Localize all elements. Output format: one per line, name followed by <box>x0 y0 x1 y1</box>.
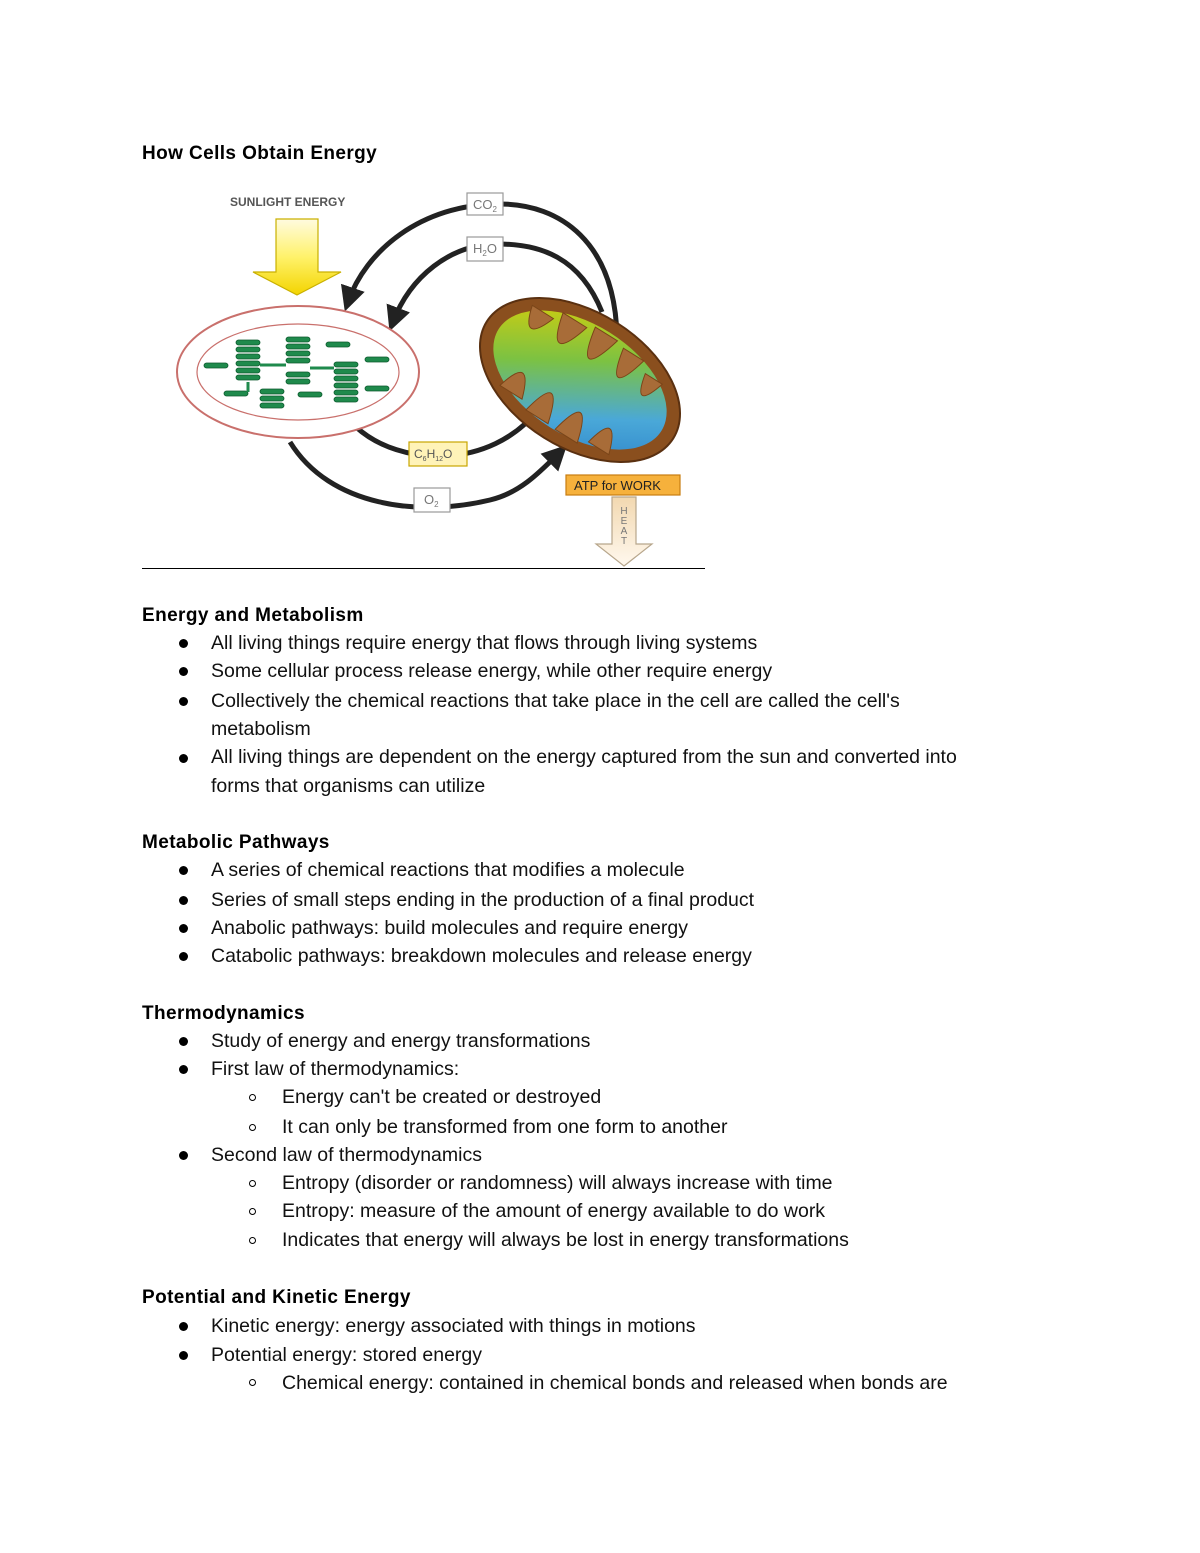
bullet-icon <box>179 639 188 648</box>
bullet-icon <box>179 924 188 933</box>
atp-box <box>566 475 680 495</box>
sub-list-item: Entropy: measure of the amount of energy available to do work <box>282 1200 826 1222</box>
page-title: How Cells Obtain Energy <box>142 143 378 164</box>
list-item-continuation: forms that organisms can utilize <box>211 775 486 797</box>
svg-text:A: A <box>620 526 628 537</box>
list-item: Study of energy and energy transformations <box>211 1030 591 1052</box>
sub-bullet-icon <box>249 1094 256 1101</box>
list-item: All living things require energy that flows through living systems <box>211 632 758 654</box>
svg-text:E: E <box>620 516 628 527</box>
bullet-icon <box>179 697 188 706</box>
list-item: All living things are dependent on the energy captured from the sun and converted into <box>211 746 957 768</box>
list-item: A series of chemical reactions that modifies a molecule <box>211 859 685 881</box>
sub-bullet-icon <box>249 1124 256 1131</box>
sunlight-arrow <box>253 219 341 295</box>
sub-bullet-icon <box>249 1208 256 1215</box>
list-item: Kinetic energy: energy associated with things in motions <box>211 1315 696 1337</box>
glucose-box <box>409 442 467 466</box>
list-item-continuation: metabolism <box>211 718 311 740</box>
horizontal-rule <box>142 568 705 569</box>
co2-box <box>467 193 503 215</box>
bullet-icon <box>179 896 188 905</box>
h2o-box <box>467 237 503 261</box>
bullet-icon <box>179 952 188 961</box>
sub-bullet-icon <box>249 1237 256 1244</box>
sub-list-item: Energy can't be created or destroyed <box>282 1086 602 1108</box>
bullet-icon <box>179 1351 188 1360</box>
cell-energy-diagram <box>160 182 720 572</box>
chloroplast <box>177 306 419 438</box>
svg-text:H: H <box>620 506 628 517</box>
sub-list-item: Indicates that energy will always be lost in energy transformations <box>282 1229 849 1251</box>
section-heading-thermodynamics: Thermodynamics <box>142 1003 305 1024</box>
sub-list-item: Chemical energy: contained in chemical bonds and released when bonds are <box>282 1372 948 1394</box>
svg-text:T: T <box>620 536 628 547</box>
list-item: Series of small steps ending in the production of a final product <box>211 889 755 911</box>
sunlight-energy-label: SUNLIGHT ENERGY <box>230 195 346 209</box>
sub-bullet-icon <box>249 1379 256 1386</box>
svg-text:O2: $O_2$ <box>424 492 439 509</box>
svg-text:C6H12O: $C_6H_{12}O$ <box>414 447 453 463</box>
svg-text:CO2: $CO_2$ <box>473 197 497 214</box>
heat-label <box>620 506 627 547</box>
list-item: Anabolic pathways: build molecules and require energy <box>211 917 688 939</box>
bullet-icon <box>179 754 188 763</box>
list-item: Second law of thermodynamics <box>211 1144 482 1166</box>
list-item: Some cellular process release energy, while other require energy <box>211 660 773 682</box>
svg-text:H2O: $H_2O$ <box>473 241 497 258</box>
list-item: First law of thermodynamics: <box>211 1058 460 1080</box>
sub-bullet-icon <box>249 1180 256 1187</box>
list-item: Catabolic pathways: breakdown molecules and release energy <box>211 945 752 967</box>
sub-list-item: It can only be transformed from one form to another <box>282 1116 728 1138</box>
sub-list-item: Entropy (disorder or randomness) will always increase with time <box>282 1172 833 1194</box>
mitochondrion <box>451 264 710 496</box>
section-heading-potential-kinetic: Potential and Kinetic Energy <box>142 1287 411 1308</box>
list-item: Potential energy: stored energy <box>211 1344 483 1366</box>
o2-box <box>414 488 450 512</box>
bullet-icon <box>179 667 188 676</box>
bullet-icon <box>179 1151 188 1160</box>
bullet-icon <box>179 1322 188 1331</box>
bullet-icon <box>179 866 188 875</box>
bullet-icon <box>179 1037 188 1046</box>
bullet-icon <box>179 1065 188 1074</box>
list-item: Collectively the chemical reactions that take place in the cell are called the cell's <box>211 690 900 712</box>
section-heading-energy-metabolism: Energy and Metabolism <box>142 605 364 626</box>
section-heading-metabolic-pathways: Metabolic Pathways <box>142 832 330 853</box>
svg-text:ATP for WORK: ATP for WORK <box>574 478 661 493</box>
